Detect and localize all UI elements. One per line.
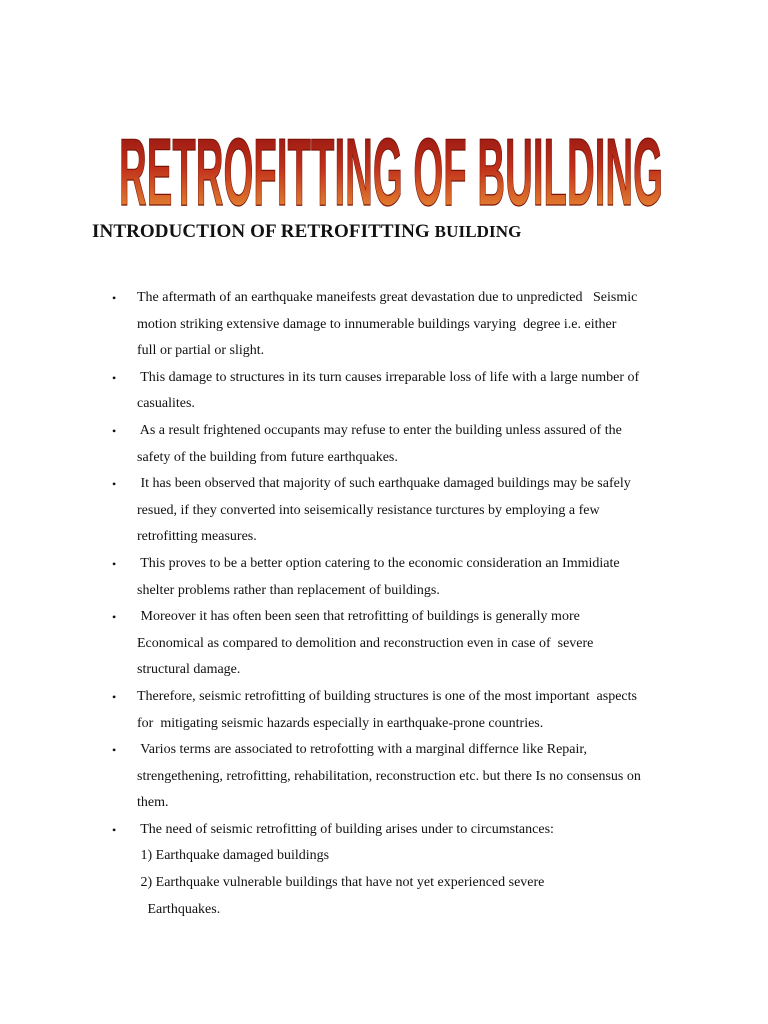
bullet-text-line: This proves to be a better option catering to the economic consideration an Immidiate [137, 555, 620, 571]
bullet-text-line: The aftermath of an earthquake maneifests great devastation due to unpredicted Seismic [137, 290, 638, 305]
list-item [0, 418, 768, 471]
bullet-text-line: resued, if they converted into seisemically resistance turctures by employing a few [137, 502, 600, 518]
list-item [0, 285, 768, 365]
bullet-text-line: This damage to structures in its turn causes irreparable loss of life with a large number of [137, 369, 640, 385]
bullet-text-line: them. [137, 795, 169, 811]
section-heading [92, 221, 521, 243]
bullet-text-line: full or partial or slight. [137, 343, 265, 359]
bullet-text-line: Moreover it has often been seen that retrofitting of buildings is generally more [137, 609, 580, 625]
list-item [0, 365, 768, 418]
bullet-text-line: Earthquakes. [137, 901, 221, 917]
bullet-text-line: retrofitting measures. [137, 529, 257, 545]
bullet-text-line: safety of the building from future earthquakes. [137, 449, 398, 465]
bullet-text-line: Therefore, seismic retrofitting of building structures is one of the most important aspects [137, 688, 637, 704]
bullet-list [0, 285, 768, 923]
bullet-text-line: As a result frightened occupants may refuse to enter the building unless assured of the [137, 422, 622, 438]
bullet-dot-icon: • [112, 689, 117, 704]
bullet-dot-icon: • [112, 291, 117, 305]
bullet-text-line: Varios terms are associated to retrofotting with a marginal differnce like Repair, [137, 742, 588, 758]
bullet-dot-icon: • [112, 556, 117, 571]
bullet-text-line: 2) Earthquake vulnerable buildings that have not yet experienced severe [137, 875, 545, 891]
bullet-dot-icon: • [112, 610, 117, 625]
bullet-dot-icon: • [112, 477, 117, 492]
bullet-text-line: casualites. [137, 396, 195, 412]
bullet-text-line: It has been observed that majority of such earthquake damaged buildings may be safely [137, 476, 631, 492]
bullet-dot-icon: • [112, 370, 117, 385]
heading-main: INTRODUCTION OF RETROFITTING [92, 221, 435, 242]
bullet-text-line: for mitigating seismic hazards especially in earthquake-prone countries. [137, 715, 544, 731]
bullet-dot-icon: • [112, 743, 117, 758]
bullet-text-line: The need of seismic retrofitting of building arises under to circumstances: [137, 821, 554, 837]
list-item [0, 684, 768, 737]
bullet-text-line: Economical as compared to demolition and reconstruction even in case of severe [137, 635, 594, 651]
bullet-text-line: motion striking extensive damage to innumerable buildings varying degree i.e. either [137, 316, 617, 332]
list-item [0, 737, 768, 817]
wordart-title [0, 113, 768, 213]
list-item [0, 471, 768, 551]
bullet-text-line: strengethening, retrofitting, rehabilitation, reconstruction etc. but there Is no consensus on [137, 768, 641, 784]
bullet-text-line: shelter problems rather than replacement of buildings. [137, 582, 440, 598]
heading-tail: BUILDING [434, 222, 522, 241]
list-item [0, 604, 768, 684]
bullet-dot-icon: • [112, 822, 117, 837]
document-title: RETROFITTING OF BUILDING [119, 119, 663, 213]
bullet-dot-icon: • [112, 423, 117, 438]
bullet-text-line: 1) Earthquake damaged buildings [137, 848, 330, 864]
list-item [0, 551, 768, 604]
bullet-text-line: structural damage. [137, 662, 241, 678]
list-item [0, 817, 768, 923]
